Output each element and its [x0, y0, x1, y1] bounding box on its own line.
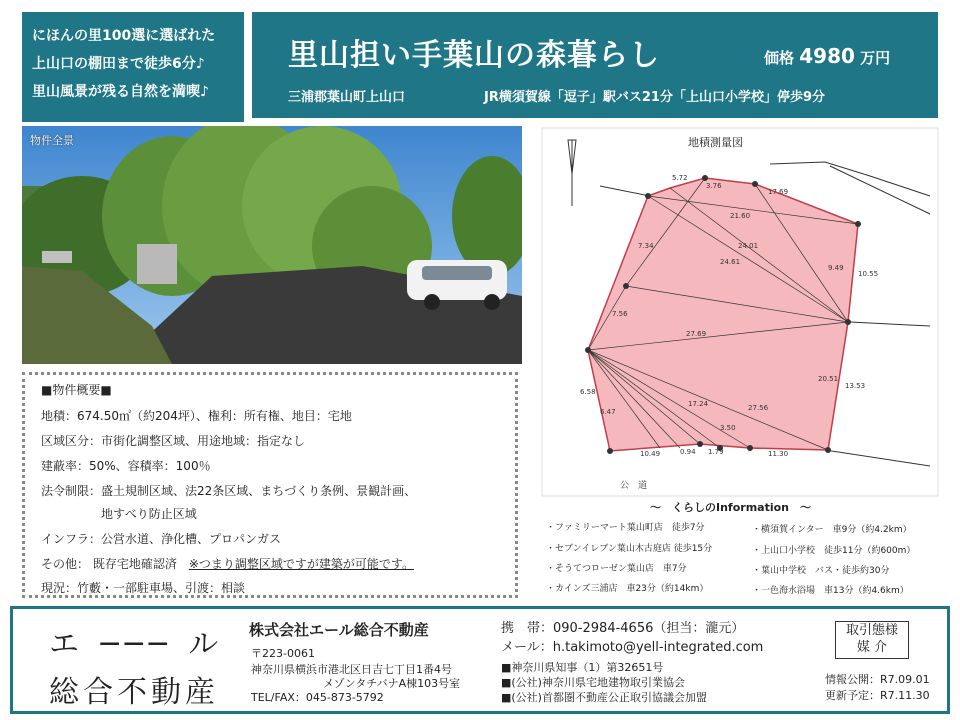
info-title: ～ くらしのInformation ～ — [650, 501, 811, 514]
dim-label: 10.49 — [640, 450, 661, 458]
company-logo — [49, 619, 229, 711]
overview-other — [41, 555, 414, 572]
dim-label: 6.58 — [580, 388, 596, 396]
mobile-phone: 携 帯：090-2984-4656（担当：瀧元） — [501, 621, 745, 636]
overview-row: 法令制限：盛土規制区域、法22条区域、まちづくり条例、景観計画、 — [41, 484, 417, 498]
email: メール：h.takimoto@yell-integrated.com — [501, 640, 764, 655]
photo-label: 物件全景 — [30, 134, 74, 147]
poi-item: ・ファミリーマート葉山町店 徒歩7分 — [546, 523, 705, 533]
lot-diagram — [540, 126, 940, 498]
deal-type-value: 媒 介 — [856, 640, 888, 655]
property-overview — [22, 372, 518, 598]
other-label: その他： 既存宅地確認済 — [41, 557, 177, 571]
dim-label: 7.56 — [612, 310, 628, 318]
company-address: メゾンタチバナA棟103号室 — [323, 677, 461, 690]
license: ■神奈川県知事（1）第32651号 — [501, 661, 664, 674]
poi-item: ・葉山中学校 バス・徒歩約30分 — [752, 566, 890, 576]
association: ■(公社)首都圏不動産公正取引協議会加盟 — [501, 691, 707, 704]
poi-item: ・セブンイレブン葉山木古庭店 徒歩15分 — [546, 544, 713, 554]
overview-row: インフラ：公営水道、浄化槽、プロパンガス — [41, 532, 282, 546]
dim-label: 10.55 — [858, 270, 879, 278]
company-name: 株式会社エール総合不動産 — [249, 621, 429, 639]
postal-code: 〒223-0061 — [251, 647, 315, 660]
access-info: JR横須賀線「逗子」駅バス21分「上山口小学校」停歩9分 — [484, 90, 825, 105]
dim-label: 5.72 — [672, 174, 688, 182]
dim-label: 7.34 — [638, 242, 654, 250]
poi-item: ・上山口小学校 徒歩11分（約600m） — [752, 546, 916, 556]
overview-row: 現況：竹藪・一部駐車場、引渡：相談 — [41, 581, 246, 595]
dim-label: 27.69 — [686, 330, 707, 338]
poi-item: ・一色海水浴場 車13分（約4.6km） — [752, 586, 909, 596]
logo-top: エ ─── ル — [49, 627, 225, 662]
header-banner — [252, 12, 938, 118]
poi-item: ・そうてつローゼン葉山店 車7分 — [546, 564, 687, 574]
association: ■(公社)神奈川県宅地建物取引業協会 — [501, 676, 685, 689]
promo-line: にほんの里100選に選ばれた — [32, 28, 216, 44]
overview-row: 地すべり防止区域 — [41, 507, 197, 521]
update-date: 更新予定：R7.11.30 — [825, 689, 930, 702]
survey-map — [540, 126, 940, 498]
deal-type-box — [835, 621, 909, 659]
overview-row: 建蔽率：50%、容積率：100％ — [41, 459, 211, 473]
tel-fax: TEL/FAX：045-873-5792 — [251, 691, 384, 704]
footer — [10, 606, 950, 714]
other-note: ※つまり調整区域ですが建築が可能です。 — [188, 557, 414, 571]
overview-row: 地積：674.50㎡（約204坪）、権利：所有権、地目：宅地 — [41, 409, 352, 423]
dim-label: 6.47 — [600, 408, 616, 416]
promo-box — [22, 12, 244, 122]
dim-label: 3.76 — [706, 182, 722, 190]
overview-row: 区域区分：市街化調整区域、用途地域：指定なし — [41, 434, 306, 448]
published-date: 情報公開：R7.09.01 — [825, 673, 930, 686]
dim-label: 0.94 — [680, 448, 696, 456]
dim-label: 24.01 — [738, 242, 759, 250]
road-label: 公 道 — [620, 481, 648, 491]
company-address: 神奈川県横浜市港北区日吉七丁目1番4号 — [251, 663, 452, 676]
dim-label: 20.51 — [818, 375, 839, 383]
deal-type-label: 取引態様 — [845, 623, 898, 638]
poi-item: ・カインズ三浦店 車23分（約14km） — [546, 584, 709, 594]
dim-label: 24.61 — [720, 258, 741, 266]
price-label: 価格 — [764, 49, 795, 67]
promo-line: 里山風景が残る自然を満喫♪ — [32, 84, 209, 100]
dim-label: 11.30 — [768, 450, 789, 458]
dim-label: 17.69 — [768, 188, 789, 196]
logo-bottom: 総合不動産 — [49, 675, 219, 710]
dim-label: 9.49 — [828, 264, 844, 272]
dim-label: 21.60 — [730, 212, 751, 220]
page-title: 里山担い手葉山の森暮らし — [288, 38, 660, 73]
property-photo — [22, 126, 522, 364]
dim-label: 3.50 — [720, 424, 736, 432]
dim-label: 13.53 — [845, 382, 866, 390]
promo-line: 上山口の棚田まで徒歩6分♪ — [32, 56, 205, 72]
dim-label: 17.24 — [688, 400, 709, 408]
poi-item: ・横須賀インター 車9分（約4.2km） — [752, 525, 912, 535]
dim-label: 27.56 — [748, 404, 769, 412]
survey-title: 地積測量図 — [688, 136, 743, 149]
price-value: 4980 — [799, 44, 855, 68]
dim-label: 1.79 — [708, 448, 724, 456]
price — [764, 44, 890, 68]
overview-heading: ■物件概要■ — [41, 383, 112, 397]
address: 三浦郡葉山町上山口 — [288, 90, 406, 105]
price-unit: 万円 — [860, 49, 891, 67]
photo-illustration — [22, 126, 522, 364]
